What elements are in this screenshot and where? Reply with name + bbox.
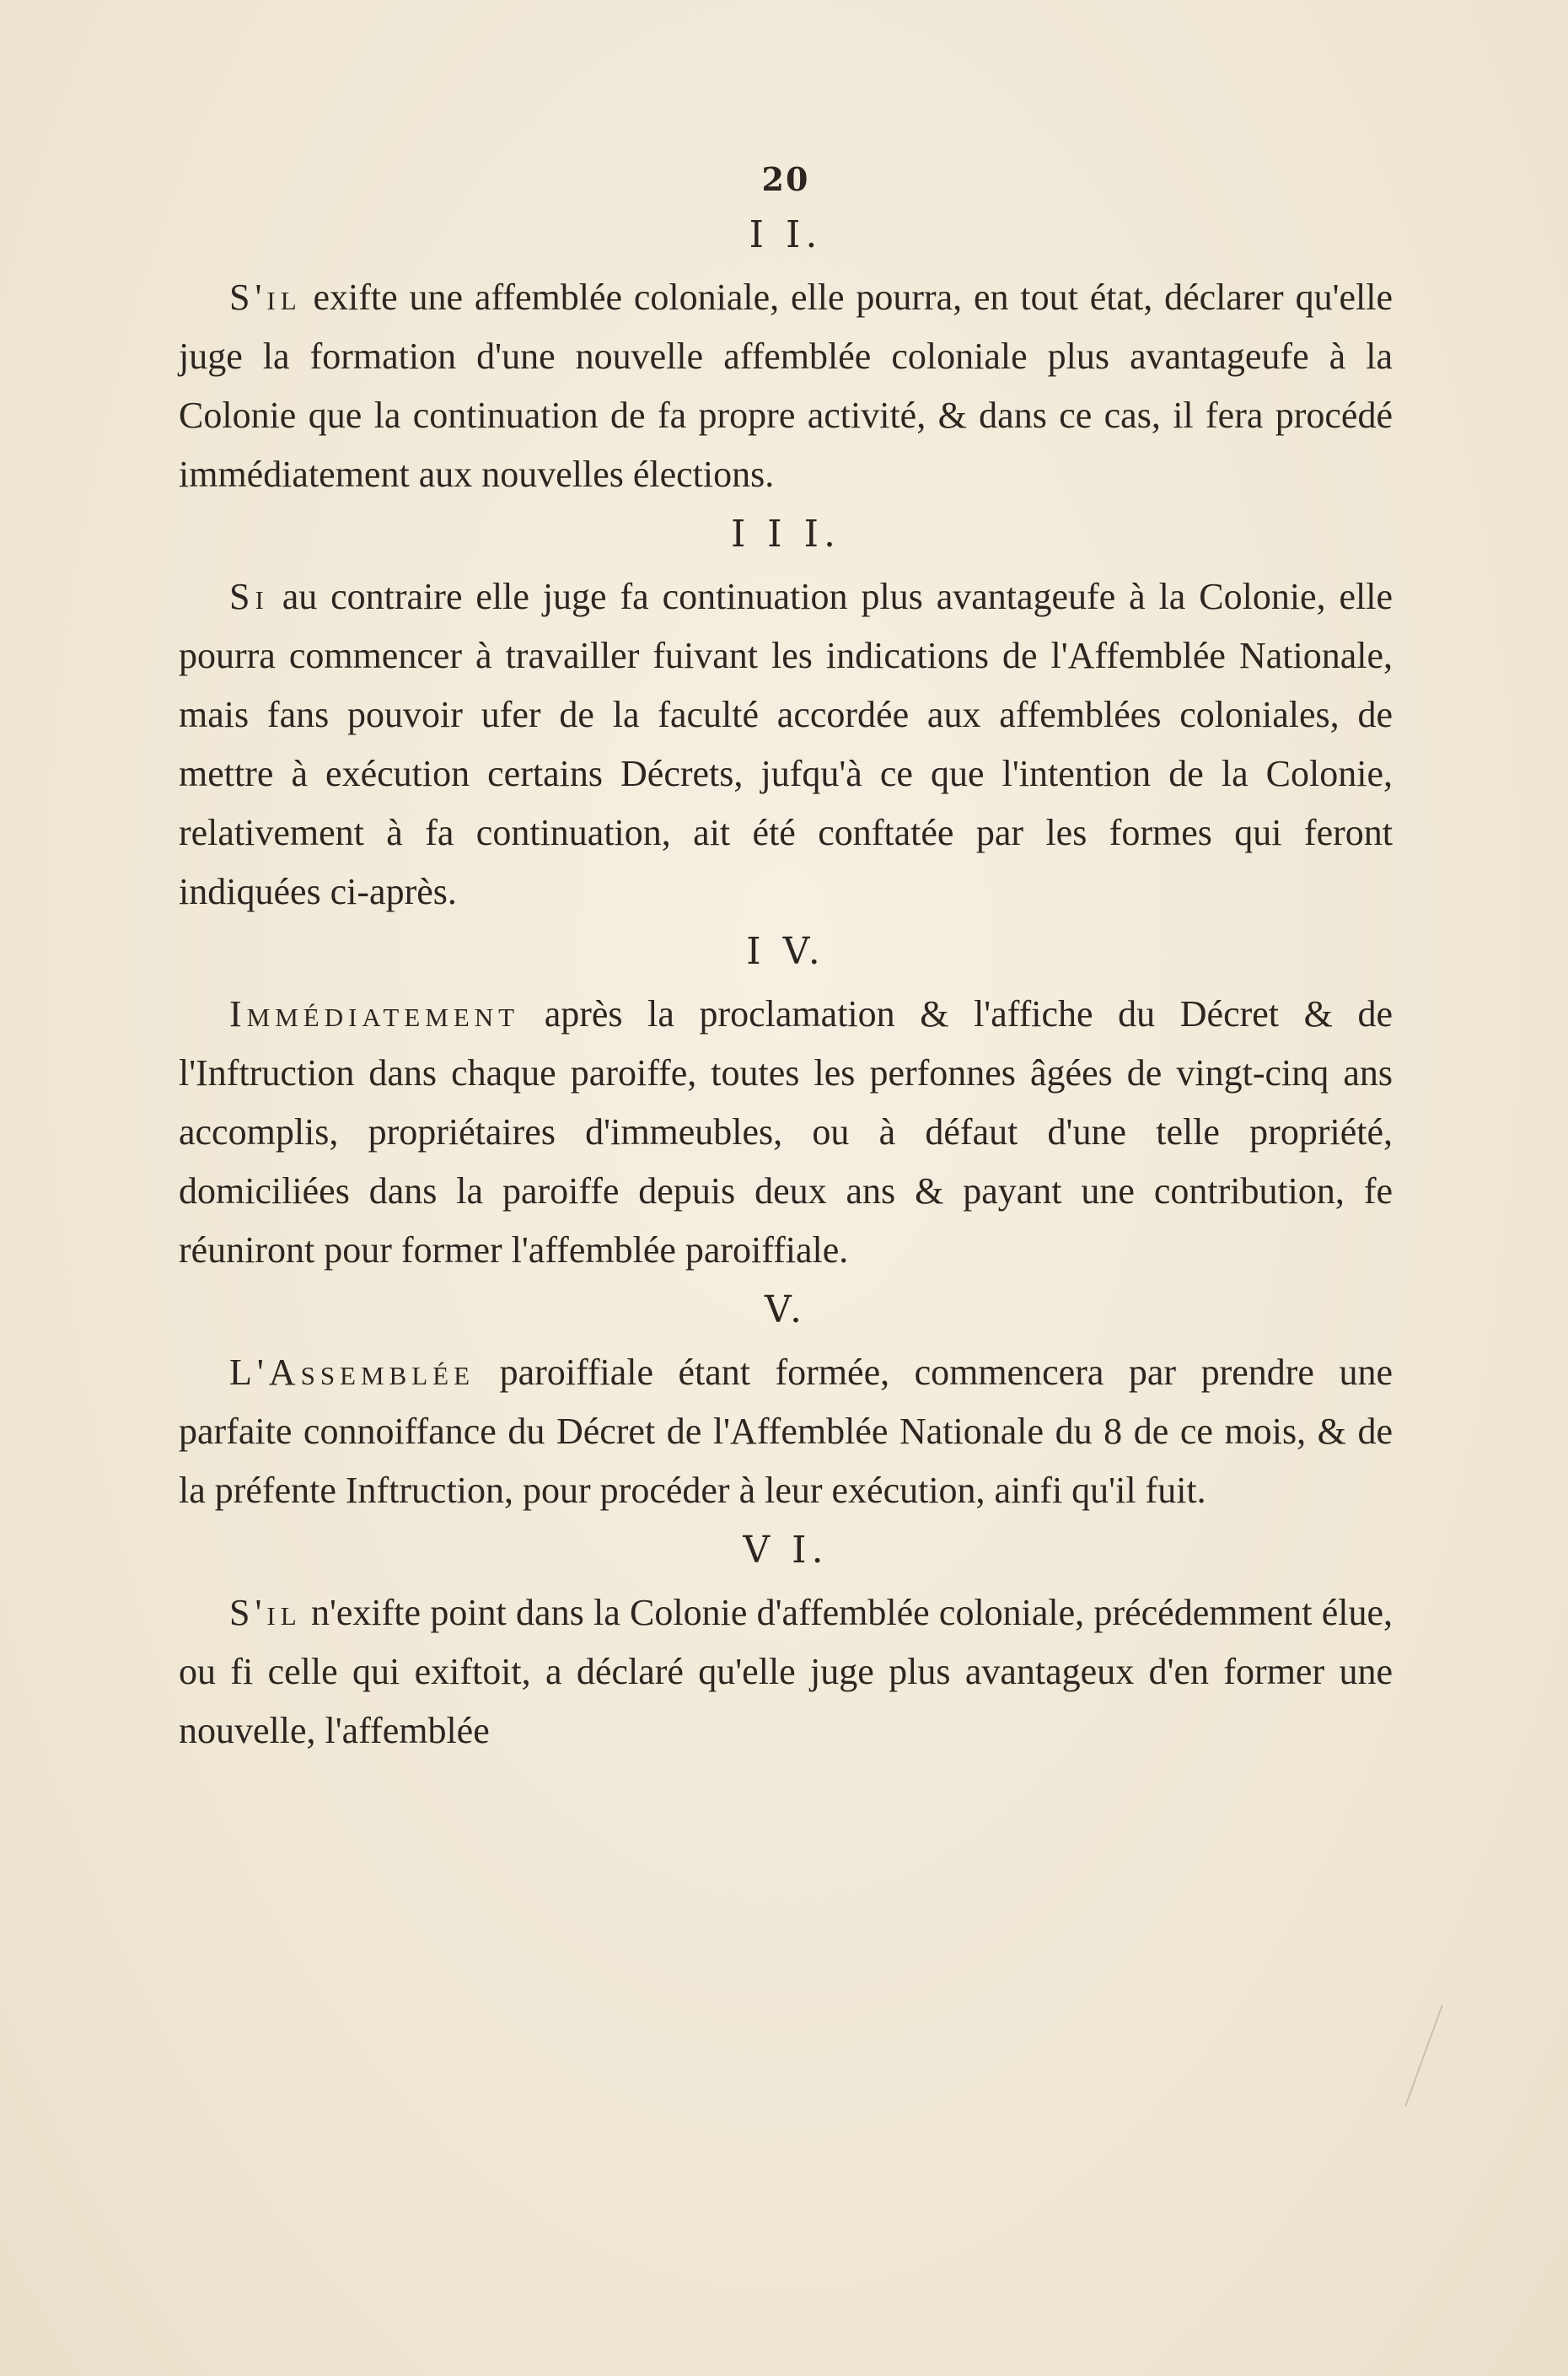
article-body: n'exifte point dans la Colonie d'affemblée coloniale, précédemment élue, ou fi celle qui exiftoit, a déclaré qu'elle juge plus avantageux d'en former une nouvelle, l'affemblée <box>179 1592 1393 1751</box>
page-number: 20 <box>761 160 810 198</box>
article-text <box>179 985 1393 1280</box>
article-text <box>179 567 1393 922</box>
article-3 <box>179 513 1393 922</box>
article-5 <box>179 1288 1393 1520</box>
article-text <box>179 1583 1393 1760</box>
paper-mark <box>1404 2005 1536 2106</box>
article-lead: Immédiatement <box>229 993 520 1035</box>
article-body: exifte une affemblée coloniale, elle pourra, en tout état, déclarer qu'elle juge la formation d'une nouvelle affemblée coloniale plus avantageufe à la Colonie que la continuation de fa propre activité, & dans ce cas, il fera procédé immédiatement aux nouvelles élections. <box>179 277 1393 495</box>
article-heading: I I. <box>749 213 823 256</box>
article-heading: I I I. <box>730 513 841 556</box>
article-lead: Si <box>229 576 269 617</box>
article-lead: L'Assemblée <box>229 1352 475 1393</box>
article-body: après la proclamation & l'affiche du Décret & de l'Inftruction dans chaque paroiffe, toutes les perfonnes âgées de vingt-cinq ans accomplis, propriétaires d'immeubles, ou à défaut d'une telle propriété, domiciliées dans la paroiffe depuis deux ans & payant une contribution, fe réuniront pour former l'affemblée paroiffiale. <box>179 993 1393 1271</box>
article-2 <box>179 213 1393 504</box>
article-heading: V. <box>764 1288 808 1331</box>
article-lead: S'il <box>229 1592 302 1633</box>
article-body: paroiffiale étant formée, commencera par prendre une parfaite connoiffance du Décret de l'Affemblée Nationale du 8 de ce mois, & de la préfente Inftruction, pour procéder à leur exécution, ainfi qu'il fuit. <box>179 1352 1393 1511</box>
article-6 <box>179 1529 1393 1760</box>
article-heading: I V. <box>746 930 825 973</box>
article-lead: S'il <box>229 277 302 318</box>
article-4 <box>179 930 1393 1280</box>
article-text <box>179 1343 1393 1520</box>
article-body: au contraire elle juge fa continuation plus avantageufe à la Colonie, elle pourra commencer à travailler fuivant les indications de l'Affemblée Nationale, mais fans pouvoir ufer de la faculté accordée aux affemblées coloniales, de mettre à exécution certains Décrets, jufqu'à ce que l'intention de la Colonie, relativement à fa continuation, ait été conftatée par les formes qui feront indiquées ci-après. <box>179 576 1393 912</box>
article-text <box>179 268 1393 504</box>
article-heading: V I. <box>743 1529 829 1572</box>
page-content <box>179 160 1393 1760</box>
